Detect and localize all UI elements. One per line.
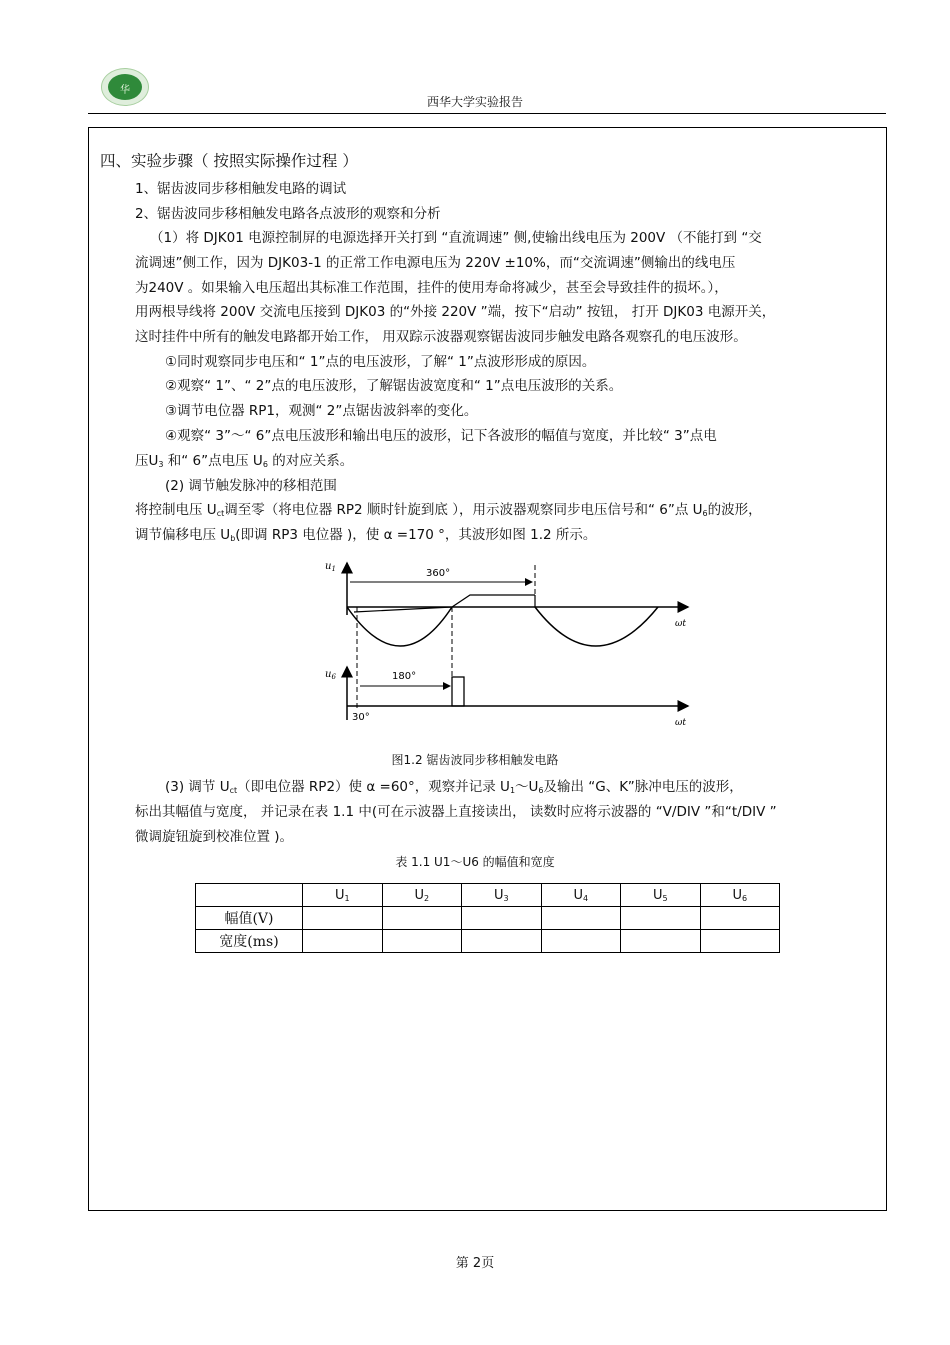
column-header-u4: $U_4$ bbox=[541, 884, 621, 907]
paragraph-2-line-1: 将控制电压 $U_{ct}$调至零（将电位器 RP2 顺时针旋到底 ），用示波器观察同步电压信号和“ 6”点 $U_6$的波形， bbox=[135, 502, 762, 518]
substep-3: ③调节电位器 RP1，观测“ 2”点锯齿波斜率的变化。 bbox=[165, 403, 478, 419]
table-cell[interactable] bbox=[700, 907, 780, 930]
table-cell[interactable] bbox=[541, 907, 621, 930]
header-divider bbox=[88, 113, 886, 114]
u1-sine-wave bbox=[347, 607, 452, 646]
substep-4-line-1: ④观察“ 3”～“ 6”点电压波形和输出电压的波形，记下各波形的幅值与宽度，并比较“ 3”点电 bbox=[165, 428, 717, 444]
bottom-omega-t-label: ωt bbox=[675, 718, 686, 728]
paragraph-3-line-2: 标出其幅值与宽度， 并记录在表 1.1 中(可在示波器上直接读出， 读数时应将示波器的 “V/DIV ”和“t/DIV ” bbox=[135, 804, 777, 820]
table-cell[interactable] bbox=[621, 930, 701, 953]
paragraph-1-line-4: 用两根导线将 200V 交流电压接到 DJK03 的“外接 220V ”端，按下“启动” 按钮， 打开 DJK03 电源开关， bbox=[135, 304, 776, 320]
paragraph-1-line-1: （1）将 DJK01 电源控制屏的电源选择开关打到 “直流调速” 侧,使输出线电压为 200V （不能打到 “交 bbox=[150, 230, 762, 246]
substep-4-line-2: 压$U_3$ 和“ 6”点电压 $U_6$ 的对应关系。 bbox=[135, 453, 354, 469]
substep-1: ①同时观察同步电压和“ 1”点的电压波形，了解“ 1”点波形形成的原因。 bbox=[165, 354, 596, 370]
row-label-width: 宽度(ms) bbox=[196, 930, 303, 953]
substep-2: ②观察“ 1”、“ 2”点的电压波形，了解锯齿波宽度和“ 1”点电压波形的关系。 bbox=[165, 378, 623, 394]
paragraph-1-line-5: 这时挂件中所有的触发电路都开始工作， 用双踪示波器观察锯齿波同步触发电路各观察孔的电压波形。 bbox=[135, 329, 747, 345]
column-header-u1: $U_1$ bbox=[303, 884, 383, 907]
page-number: 第 2页 bbox=[455, 1256, 495, 1271]
column-header-u6: $U_6$ bbox=[700, 884, 780, 907]
figure-caption: 图1.2 锯齿波同步移相触发电路 bbox=[391, 753, 559, 767]
table-row bbox=[196, 907, 780, 930]
report-header-title: 西华大学实验报告 bbox=[426, 95, 523, 109]
table-cell[interactable] bbox=[382, 907, 462, 930]
column-header-u2: $U_2$ bbox=[382, 884, 462, 907]
u6-axis-label: $u_6$ bbox=[325, 669, 336, 681]
table-cell[interactable] bbox=[462, 907, 542, 930]
u1-second-half-wave bbox=[535, 607, 658, 646]
waveform-figure bbox=[320, 555, 700, 735]
measurement-table bbox=[195, 883, 780, 953]
table-cell[interactable] bbox=[541, 930, 621, 953]
table-cell[interactable] bbox=[462, 930, 542, 953]
paragraph-3-line-3: 微调旋钮旋到校准位置 )。 bbox=[135, 829, 294, 845]
table-cell[interactable] bbox=[303, 930, 383, 953]
paragraph-2-line-2: 调节偏移电压 $U_b$(即调 RP3 电位器 )，使 α =170 °，其波形如图 1.2 所示。 bbox=[135, 527, 597, 543]
table-cell[interactable] bbox=[700, 930, 780, 953]
paragraph-3-line-1: (3) 调节 $U_{ct}$（即电位器 RP2）使 α =60°，观察并记录 $U_1\sim U_6$及输出 “G、K”脉冲电压的波形， bbox=[165, 779, 743, 795]
table-caption: 表 1.1 U1～U6 的幅值和宽度 bbox=[395, 855, 555, 869]
table-corner-cell bbox=[196, 884, 303, 907]
table-row bbox=[196, 930, 780, 953]
column-header-u3: $U_3$ bbox=[462, 884, 542, 907]
angle-30-label: 30° bbox=[352, 712, 370, 723]
paragraph-1-line-3: 为240V 。如果输入电压超出其标准工作范围，挂件的使用寿命将减少，甚至会导致挂件的损坏。）， bbox=[135, 280, 728, 296]
angle-360-label: 360° bbox=[426, 568, 451, 579]
column-header-u5: $U_5$ bbox=[621, 884, 701, 907]
paragraph-2-title: (2) 调节触发脉冲的移相范围 bbox=[165, 478, 337, 494]
table-header-row bbox=[196, 884, 780, 907]
u1-axis-label: $u_1$ bbox=[325, 561, 336, 573]
row-label-amplitude: 幅值(V) bbox=[196, 907, 303, 930]
step-item-2: 2、锯齿波同步移相触发电路各点波形的观察和分析 bbox=[135, 206, 441, 222]
paragraph-1-line-2: 流调速”侧工作，因为 DJK03-1 的正常工作电源电压为 220V ±10%，而“交流调速”侧输出的线电压 bbox=[135, 255, 736, 271]
logo-text: 华 bbox=[120, 85, 130, 96]
step-item-1: 1、锯齿波同步移相触发电路的调试 bbox=[135, 181, 347, 197]
table-cell[interactable] bbox=[382, 930, 462, 953]
top-omega-t-label: ωt bbox=[675, 619, 686, 629]
section-heading: 四、实验步骤（ 按照实际操作过程 ） bbox=[100, 152, 358, 170]
trigger-pulse bbox=[452, 677, 464, 706]
angle-180-label: 180° bbox=[392, 671, 417, 682]
table-cell[interactable] bbox=[303, 907, 383, 930]
u1-sawtooth-ramp bbox=[354, 595, 492, 612]
table-cell[interactable] bbox=[621, 907, 701, 930]
